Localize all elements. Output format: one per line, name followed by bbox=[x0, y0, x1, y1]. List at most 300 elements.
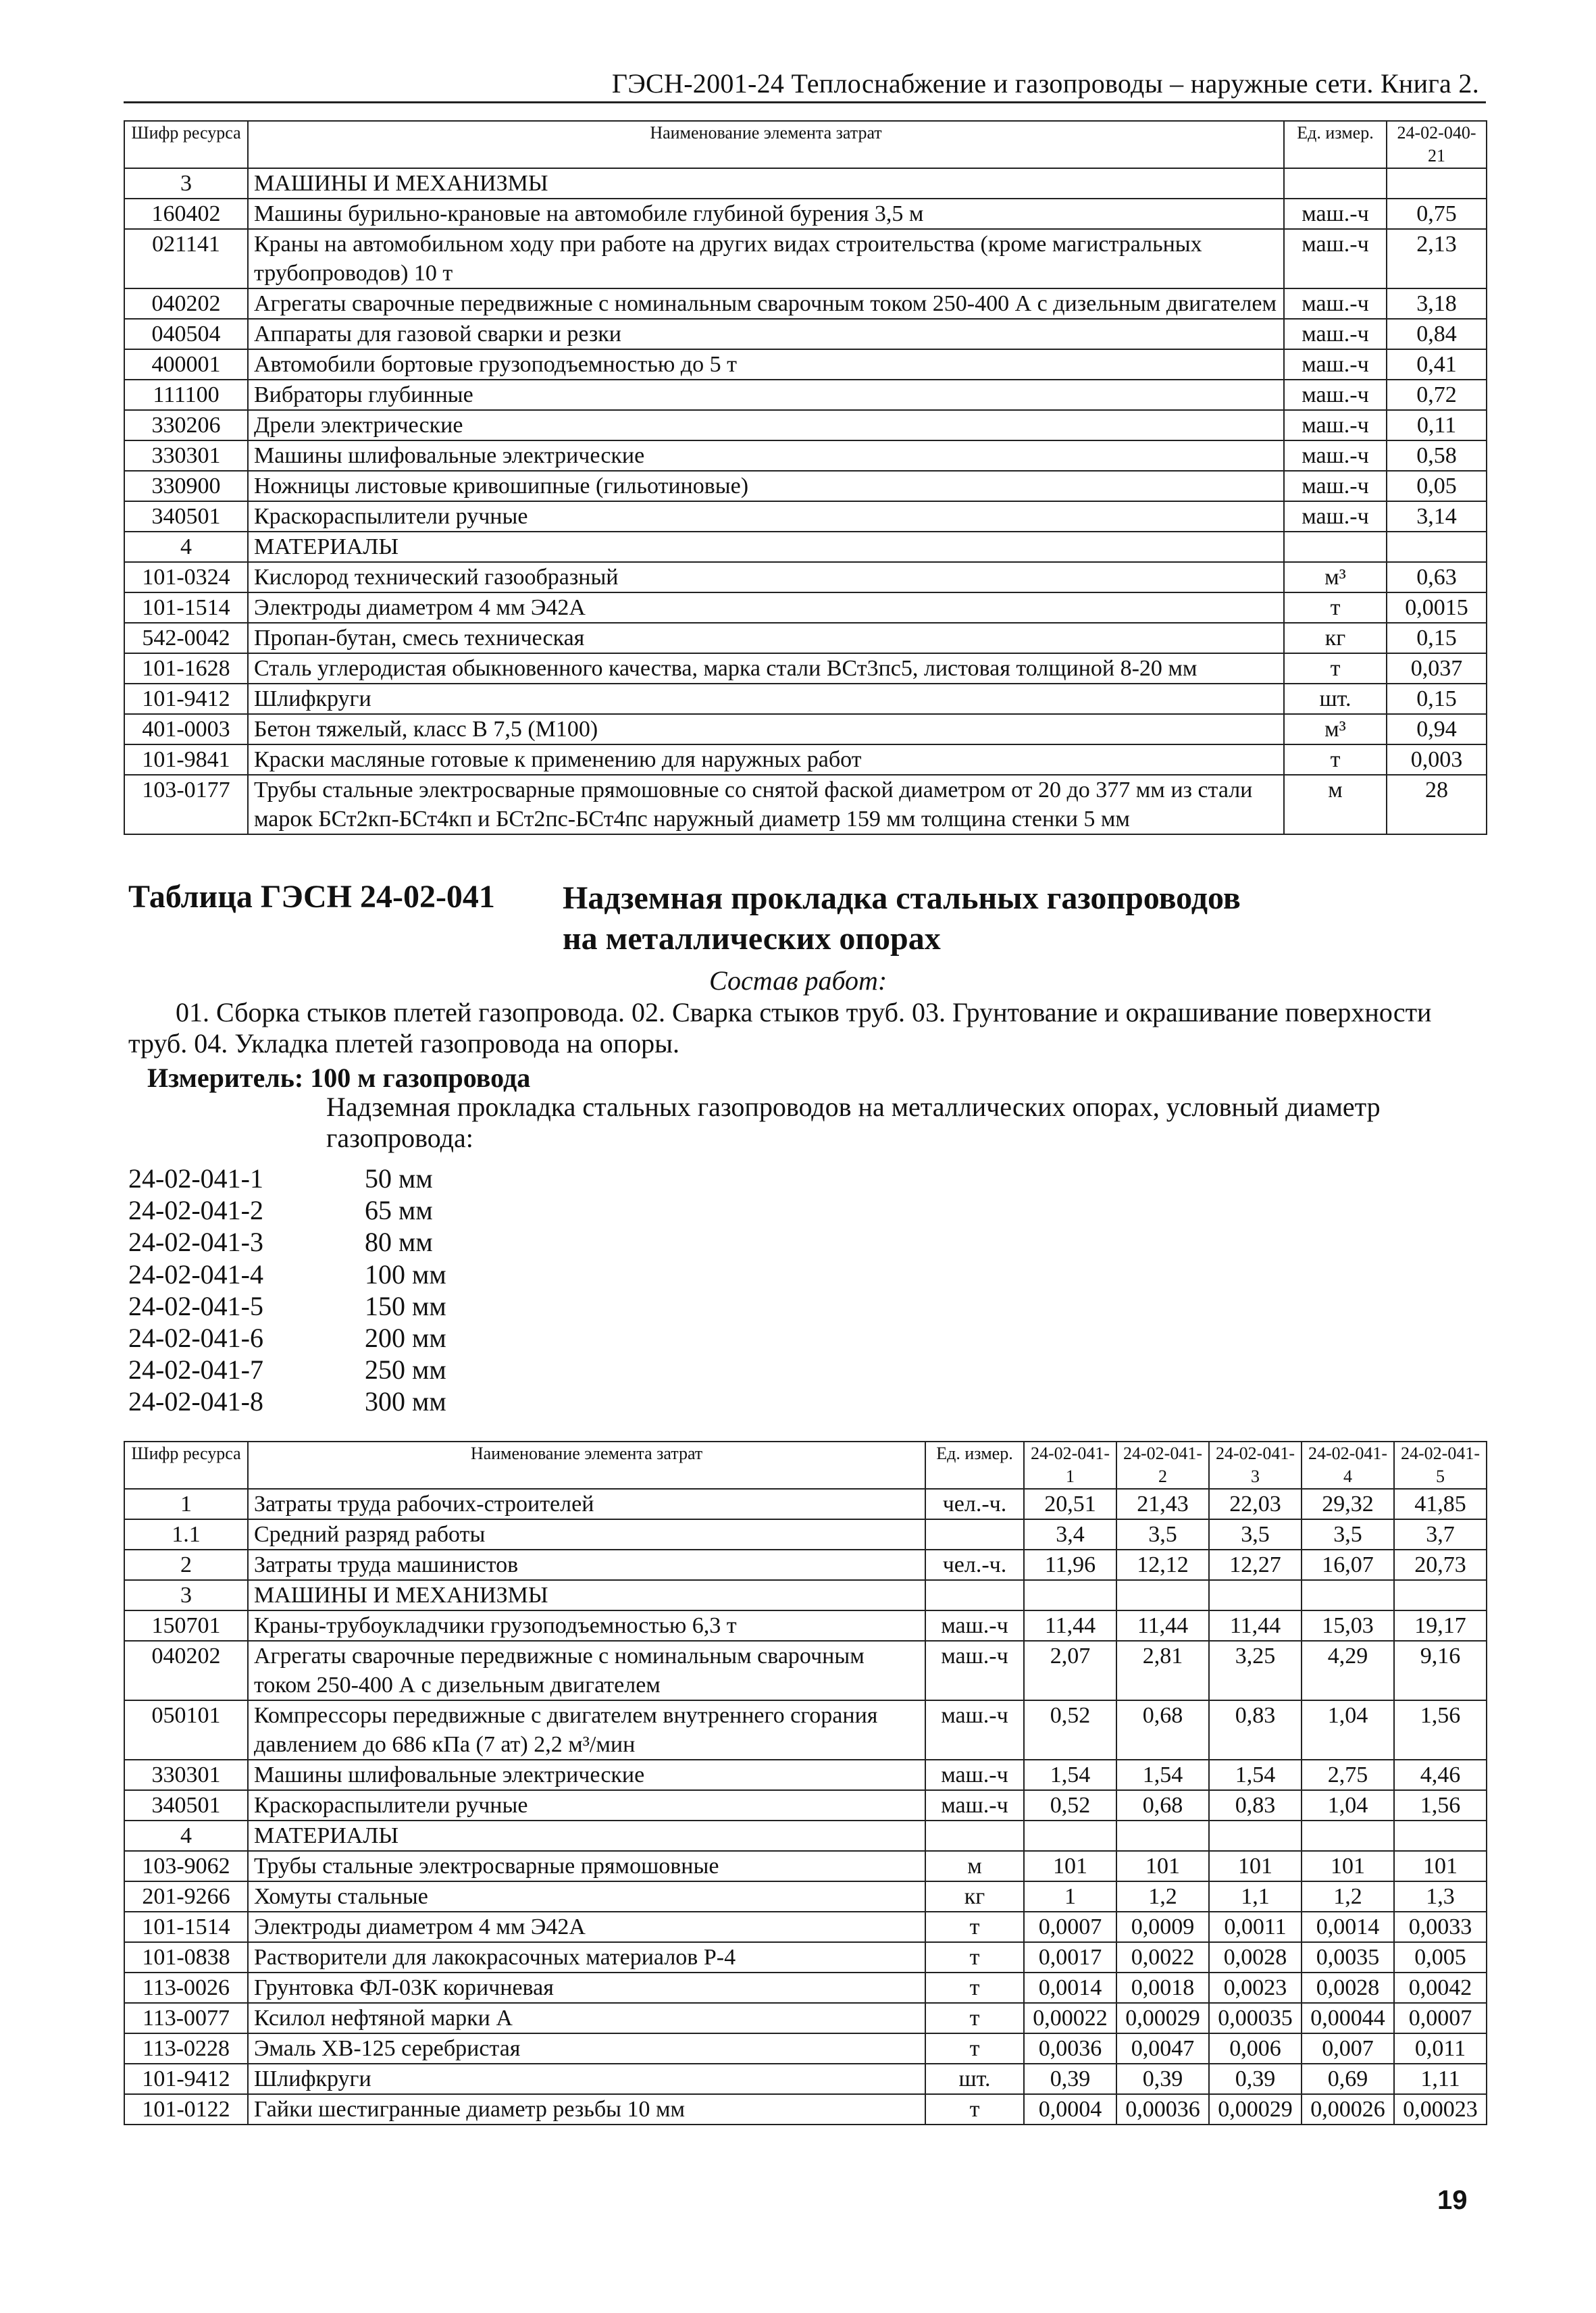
resource-name: Аппараты для газовой сварки и резки bbox=[248, 319, 1284, 349]
value: 0,75 bbox=[1387, 199, 1487, 229]
section-row bbox=[124, 1580, 1487, 1610]
table-row bbox=[124, 1519, 1487, 1550]
value: 4,46 bbox=[1394, 1760, 1487, 1790]
resource-name: Эмаль ХВ-125 серебристая bbox=[248, 2033, 925, 2064]
table-row bbox=[124, 199, 1487, 229]
value: 12,27 bbox=[1209, 1550, 1302, 1580]
value: 1,2 bbox=[1302, 1881, 1394, 1912]
value: 1,04 bbox=[1302, 1790, 1394, 1821]
value: 0,00044 bbox=[1302, 2003, 1394, 2033]
resource-table-040 bbox=[124, 120, 1487, 835]
value: 1,3 bbox=[1394, 1881, 1487, 1912]
table-row bbox=[124, 562, 1487, 592]
resource-code: 101-9412 bbox=[124, 684, 248, 714]
resource-code: 330900 bbox=[124, 471, 248, 501]
resource-code: 340501 bbox=[124, 1790, 248, 1821]
value: 1,04 bbox=[1302, 1700, 1394, 1760]
value: 0,00022 bbox=[1024, 2003, 1116, 2033]
value: 0,0007 bbox=[1024, 1912, 1116, 1942]
resource-code: 330301 bbox=[124, 1760, 248, 1790]
resource-name: Средний разряд работы bbox=[248, 1519, 925, 1550]
unit: маш.-ч bbox=[1284, 380, 1387, 410]
value: 0,0018 bbox=[1116, 1973, 1209, 2003]
work-composition-text: 01. Сборка стыков плетей газопровода. 02. Сварка стыков труб. 03. Грунтование и окрашивание поверхности труб. 04. Укладка плетей газопровода на опоры. bbox=[128, 997, 1432, 1059]
resource-code: 111100 bbox=[124, 380, 248, 410]
resource-code: 4 bbox=[124, 1821, 248, 1851]
table-row bbox=[124, 1610, 1487, 1641]
column-header: Шифр ресурса bbox=[124, 1442, 248, 1489]
value: 101 bbox=[1302, 1851, 1394, 1881]
resource-name: Краны-трубоукладчики грузоподъемностью 6,3 т bbox=[248, 1610, 925, 1641]
measure-label: Измеритель: bbox=[147, 1063, 304, 1093]
value: 0,0028 bbox=[1302, 1973, 1394, 2003]
table-row bbox=[124, 1641, 1487, 1700]
unit: кг bbox=[1284, 623, 1387, 653]
value: 29,32 bbox=[1302, 1489, 1394, 1519]
unit bbox=[925, 1821, 1024, 1851]
resource-code: 400001 bbox=[124, 349, 248, 380]
resource-code: 050101 bbox=[124, 1700, 248, 1760]
value: 0,52 bbox=[1024, 1700, 1116, 1760]
value: 20,51 bbox=[1024, 1489, 1116, 1519]
value: 0,00036 bbox=[1116, 2094, 1209, 2125]
value bbox=[1116, 1821, 1209, 1851]
resource-code: 4 bbox=[124, 532, 248, 562]
unit: маш.-ч bbox=[925, 1790, 1024, 1821]
value: 0,94 bbox=[1387, 714, 1487, 744]
variant-item bbox=[128, 1195, 433, 1226]
measure-value: 100 м газопровода bbox=[310, 1063, 531, 1093]
unit: т bbox=[925, 1912, 1024, 1942]
unit: чел.-ч. bbox=[925, 1550, 1024, 1580]
unit bbox=[1284, 168, 1387, 199]
resource-name: Бетон тяжелый, класс В 7,5 (М100) bbox=[248, 714, 1284, 744]
value: 3,7 bbox=[1394, 1519, 1487, 1550]
column-header: Наименование элемента затрат bbox=[248, 1442, 925, 1489]
variant-code: 24-02-041-7 bbox=[128, 1354, 263, 1386]
table-row bbox=[124, 380, 1487, 410]
table-row bbox=[124, 2033, 1487, 2064]
table-row bbox=[124, 1942, 1487, 1973]
value: 0,15 bbox=[1387, 623, 1487, 653]
value: 0,0017 bbox=[1024, 1942, 1116, 1973]
resource-name: Ксилол нефтяной марки А bbox=[248, 2003, 925, 2033]
value: 4,29 bbox=[1302, 1641, 1394, 1700]
variant-item bbox=[128, 1291, 446, 1322]
table-row bbox=[124, 2094, 1487, 2125]
variant-code: 24-02-041-2 bbox=[128, 1195, 263, 1226]
value: 0,83 bbox=[1209, 1790, 1302, 1821]
table-row bbox=[124, 623, 1487, 653]
unit: маш.-ч bbox=[1284, 349, 1387, 380]
value: 19,17 bbox=[1394, 1610, 1487, 1641]
table-row bbox=[124, 2003, 1487, 2033]
resource-code: 103-9062 bbox=[124, 1851, 248, 1881]
value: 0,0007 bbox=[1394, 2003, 1487, 2033]
resource-name: МАТЕРИАЛЫ bbox=[248, 1821, 925, 1851]
section-row bbox=[124, 532, 1487, 562]
table-row bbox=[124, 1489, 1487, 1519]
variant-diameter: 50 мм bbox=[365, 1163, 433, 1194]
column-header: 24-02-040-21 bbox=[1387, 121, 1487, 168]
table-title-line: на металлических опорах bbox=[563, 921, 941, 957]
value: 0,0004 bbox=[1024, 2094, 1116, 2125]
column-header: Ед. измер. bbox=[1284, 121, 1387, 168]
variant-diameter: 65 мм bbox=[365, 1195, 433, 1226]
variant-diameter: 250 мм bbox=[365, 1354, 446, 1386]
column-header: 24-02-041-4 bbox=[1302, 1442, 1394, 1489]
value bbox=[1394, 1580, 1487, 1610]
column-header: Наименование элемента затрат bbox=[248, 121, 1284, 168]
resource-name: Затраты труда машинистов bbox=[248, 1550, 925, 1580]
value bbox=[1024, 1580, 1116, 1610]
table-row bbox=[124, 229, 1487, 288]
table-row bbox=[124, 744, 1487, 775]
table-row bbox=[124, 684, 1487, 714]
unit: маш.-ч bbox=[1284, 288, 1387, 319]
resource-name: Шлифкруги bbox=[248, 2064, 925, 2094]
value: 12,12 bbox=[1116, 1550, 1209, 1580]
value: 3,18 bbox=[1387, 288, 1487, 319]
table-row bbox=[124, 714, 1487, 744]
value: 11,44 bbox=[1116, 1610, 1209, 1641]
value: 0,00029 bbox=[1209, 2094, 1302, 2125]
resource-code: 1.1 bbox=[124, 1519, 248, 1550]
variant-code: 24-02-041-8 bbox=[128, 1386, 263, 1417]
value bbox=[1387, 168, 1487, 199]
value: 0,72 bbox=[1387, 380, 1487, 410]
resource-code: 3 bbox=[124, 1580, 248, 1610]
table-row bbox=[124, 1912, 1487, 1942]
resource-code: 113-0026 bbox=[124, 1973, 248, 2003]
resource-name: Машины шлифовальные электрические bbox=[248, 440, 1284, 471]
resource-code: 3 bbox=[124, 168, 248, 199]
unit: т bbox=[925, 2094, 1024, 2125]
resource-name: Краски масляные готовые к применению для наружных работ bbox=[248, 744, 1284, 775]
resource-name: Сталь углеродистая обыкновенного качества, марка стали ВСт3пс5, листовая толщиной 8-20 мм bbox=[248, 653, 1284, 684]
value: 0,0009 bbox=[1116, 1912, 1209, 1942]
value: 0,011 bbox=[1394, 2033, 1487, 2064]
value: 9,16 bbox=[1394, 1641, 1487, 1700]
resource-name: Вибраторы глубинные bbox=[248, 380, 1284, 410]
value: 0,69 bbox=[1302, 2064, 1394, 2094]
resource-code: 340501 bbox=[124, 501, 248, 532]
resource-code: 101-0122 bbox=[124, 2094, 248, 2125]
table-row bbox=[124, 1550, 1487, 1580]
value: 0,83 bbox=[1209, 1700, 1302, 1760]
value: 0,63 bbox=[1387, 562, 1487, 592]
resource-code: 101-1514 bbox=[124, 592, 248, 623]
value: 101 bbox=[1116, 1851, 1209, 1881]
resource-code: 101-1514 bbox=[124, 1912, 248, 1942]
unit: маш.-ч bbox=[925, 1641, 1024, 1700]
value: 0,84 bbox=[1387, 319, 1487, 349]
resource-name: Автомобили бортовые грузоподъемностью до 5 т bbox=[248, 349, 1284, 380]
value bbox=[1302, 1580, 1394, 1610]
table-row bbox=[124, 592, 1487, 623]
value: 0,006 bbox=[1209, 2033, 1302, 2064]
value: 0,0022 bbox=[1116, 1942, 1209, 1973]
resource-name: МАШИНЫ И МЕХАНИЗМЫ bbox=[248, 1580, 925, 1610]
value: 101 bbox=[1394, 1851, 1487, 1881]
resource-name: Трубы стальные электросварные прямошовные bbox=[248, 1851, 925, 1881]
variant-code: 24-02-041-4 bbox=[128, 1259, 263, 1290]
variant-item bbox=[128, 1323, 446, 1354]
variant-item bbox=[128, 1227, 433, 1258]
resource-code: 160402 bbox=[124, 199, 248, 229]
table-row bbox=[124, 1760, 1487, 1790]
resource-code: 150701 bbox=[124, 1610, 248, 1641]
unit: т bbox=[925, 2033, 1024, 2064]
table-title-line: Надземная прокладка стальных газопроводов bbox=[563, 880, 1241, 916]
table-number: Таблица ГЭСН 24-02-041 bbox=[128, 879, 495, 915]
resource-name: МАШИНЫ И МЕХАНИЗМЫ bbox=[248, 168, 1284, 199]
value: 1,54 bbox=[1116, 1760, 1209, 1790]
unit bbox=[925, 1580, 1024, 1610]
resource-code: 201-9266 bbox=[124, 1881, 248, 1912]
resource-name: Краскораспылители ручные bbox=[248, 501, 1284, 532]
variant-item bbox=[128, 1163, 433, 1194]
value: 1,56 bbox=[1394, 1790, 1487, 1821]
resource-name: Затраты труда рабочих-строителей bbox=[248, 1489, 925, 1519]
value: 0,0014 bbox=[1024, 1973, 1116, 2003]
table-row bbox=[124, 775, 1487, 834]
unit: м³ bbox=[1284, 714, 1387, 744]
variant-item bbox=[128, 1259, 446, 1290]
unit: шт. bbox=[1284, 684, 1387, 714]
unit: чел.-ч. bbox=[925, 1489, 1024, 1519]
work-composition-label: Состав работ: bbox=[709, 965, 887, 996]
value: 11,96 bbox=[1024, 1550, 1116, 1580]
value: 20,73 bbox=[1394, 1550, 1487, 1580]
table-title bbox=[563, 878, 1241, 959]
resource-code: 101-1628 bbox=[124, 653, 248, 684]
unit: т bbox=[925, 1942, 1024, 1973]
value: 3,14 bbox=[1387, 501, 1487, 532]
header-rule bbox=[124, 101, 1486, 103]
variant-diameter: 300 мм bbox=[365, 1386, 446, 1417]
variant-code: 24-02-041-6 bbox=[128, 1323, 263, 1353]
resource-name: Кислород технический газообразный bbox=[248, 562, 1284, 592]
value: 0,0033 bbox=[1394, 1912, 1487, 1942]
table-row bbox=[124, 1700, 1487, 1760]
resource-name: Растворители для лакокрасочных материалов Р-4 bbox=[248, 1942, 925, 1973]
value: 0,0014 bbox=[1302, 1912, 1394, 1942]
value bbox=[1302, 1821, 1394, 1851]
value: 0,00029 bbox=[1116, 2003, 1209, 2033]
table-row bbox=[124, 471, 1487, 501]
unit: маш.-ч bbox=[925, 1760, 1024, 1790]
value: 0,0011 bbox=[1209, 1912, 1302, 1942]
value: 0,003 bbox=[1387, 744, 1487, 775]
value bbox=[1394, 1821, 1487, 1851]
resource-code: 2 bbox=[124, 1550, 248, 1580]
unit: маш.-ч bbox=[1284, 471, 1387, 501]
resource-name: Пропан-бутан, смесь техническая bbox=[248, 623, 1284, 653]
unit: маш.-ч bbox=[1284, 199, 1387, 229]
value: 0,037 bbox=[1387, 653, 1487, 684]
resource-name: Электроды диаметром 4 мм Э42А bbox=[248, 592, 1284, 623]
table-row bbox=[124, 2064, 1487, 2094]
value: 16,07 bbox=[1302, 1550, 1394, 1580]
value: 2,07 bbox=[1024, 1641, 1116, 1700]
value: 1,54 bbox=[1209, 1760, 1302, 1790]
value: 0,39 bbox=[1209, 2064, 1302, 2094]
column-header: Ед. измер. bbox=[925, 1442, 1024, 1489]
value: 0,39 bbox=[1116, 2064, 1209, 2094]
resource-code: 040202 bbox=[124, 288, 248, 319]
value bbox=[1116, 1580, 1209, 1610]
resource-name: Дрели электрические bbox=[248, 410, 1284, 440]
value: 2,13 bbox=[1387, 229, 1487, 288]
table-row bbox=[124, 440, 1487, 471]
section-row bbox=[124, 168, 1487, 199]
value bbox=[1209, 1821, 1302, 1851]
value: 11,44 bbox=[1024, 1610, 1116, 1641]
resource-name: Ножницы листовые кривошипные (гильотиновые) bbox=[248, 471, 1284, 501]
value: 3,5 bbox=[1116, 1519, 1209, 1550]
value: 0,0042 bbox=[1394, 1973, 1487, 2003]
resource-code: 330301 bbox=[124, 440, 248, 471]
value: 0,0015 bbox=[1387, 592, 1487, 623]
resource-name: Краскораспылители ручные bbox=[248, 1790, 925, 1821]
resource-code: 101-0838 bbox=[124, 1942, 248, 1973]
unit: маш.-ч bbox=[925, 1610, 1024, 1641]
value: 0,0023 bbox=[1209, 1973, 1302, 2003]
variant-item bbox=[128, 1354, 446, 1386]
value: 0,0028 bbox=[1209, 1942, 1302, 1973]
table-header-row bbox=[124, 121, 1487, 168]
column-header: 24-02-041-3 bbox=[1209, 1442, 1302, 1489]
unit: шт. bbox=[925, 2064, 1024, 2094]
table-row bbox=[124, 653, 1487, 684]
unit: т bbox=[925, 1973, 1024, 2003]
variant-diameter: 80 мм bbox=[365, 1227, 433, 1258]
norm-description: Надземная прокладка стальных газопроводов на металлических опорах, условный диаметр газопровода: bbox=[326, 1092, 1381, 1153]
unit: маш.-ч bbox=[1284, 410, 1387, 440]
unit: маш.-ч bbox=[1284, 229, 1387, 288]
resource-name: Краны на автомобильном ходу при работе на других видах строительства (кроме магистральных трубопроводов) 10 т bbox=[248, 229, 1284, 288]
value: 1,1 bbox=[1209, 1881, 1302, 1912]
value: 1 bbox=[1024, 1881, 1116, 1912]
table-header-row bbox=[124, 1442, 1487, 1489]
table-row bbox=[124, 319, 1487, 349]
table-row bbox=[124, 501, 1487, 532]
column-header: 24-02-041-2 bbox=[1116, 1442, 1209, 1489]
resource-code: 113-0228 bbox=[124, 2033, 248, 2064]
value: 3,5 bbox=[1302, 1519, 1394, 1550]
value: 1,2 bbox=[1116, 1881, 1209, 1912]
value: 0,39 bbox=[1024, 2064, 1116, 2094]
unit: т bbox=[1284, 592, 1387, 623]
value: 21,43 bbox=[1116, 1489, 1209, 1519]
value: 1,54 bbox=[1024, 1760, 1116, 1790]
resource-code: 103-0177 bbox=[124, 775, 248, 834]
value: 15,03 bbox=[1302, 1610, 1394, 1641]
resource-name: Машины шлифовальные электрические bbox=[248, 1760, 925, 1790]
value: 0,0047 bbox=[1116, 2033, 1209, 2064]
value: 1,56 bbox=[1394, 1700, 1487, 1760]
variant-item bbox=[128, 1386, 446, 1417]
value: 0,41 bbox=[1387, 349, 1487, 380]
unit: маш.-ч bbox=[925, 1700, 1024, 1760]
value: 0,68 bbox=[1116, 1790, 1209, 1821]
unit bbox=[925, 1519, 1024, 1550]
resource-name: Электроды диаметром 4 мм Э42А bbox=[248, 1912, 925, 1942]
resource-code: 021141 bbox=[124, 229, 248, 288]
resource-code: 1 bbox=[124, 1489, 248, 1519]
unit bbox=[1284, 532, 1387, 562]
value: 1,11 bbox=[1394, 2064, 1487, 2094]
value: 101 bbox=[1209, 1851, 1302, 1881]
value: 0,0036 bbox=[1024, 2033, 1116, 2064]
value: 3,25 bbox=[1209, 1641, 1302, 1700]
unit: маш.-ч bbox=[1284, 440, 1387, 471]
value: 3,5 bbox=[1209, 1519, 1302, 1550]
resource-name: Трубы стальные электросварные прямошовные со снятой фаской диаметром от 20 до 377 мм из стали марок БСт2кп-БСт4кп и БСт2пс-БСт4пс наружный диаметр 159 мм толщина стенки 5 мм bbox=[248, 775, 1284, 834]
table-row bbox=[124, 1881, 1487, 1912]
value: 101 bbox=[1024, 1851, 1116, 1881]
value: 0,00026 bbox=[1302, 2094, 1394, 2125]
table-row bbox=[124, 410, 1487, 440]
column-header: 24-02-041-1 bbox=[1024, 1442, 1116, 1489]
variant-code: 24-02-041-5 bbox=[128, 1290, 263, 1321]
variant-diameter: 200 мм bbox=[365, 1323, 446, 1353]
resource-code: 040504 bbox=[124, 319, 248, 349]
unit: т bbox=[1284, 744, 1387, 775]
resource-name: Агрегаты сварочные передвижные с номинальным сварочным током 250-400 А с дизельным двигателем bbox=[248, 288, 1284, 319]
resource-code: 040202 bbox=[124, 1641, 248, 1700]
section-row bbox=[124, 1821, 1487, 1851]
value: 2,75 bbox=[1302, 1760, 1394, 1790]
value: 11,44 bbox=[1209, 1610, 1302, 1641]
unit: м bbox=[925, 1851, 1024, 1881]
variant-code: 24-02-041-3 bbox=[128, 1227, 263, 1258]
resource-code: 101-0324 bbox=[124, 562, 248, 592]
value: 0,58 bbox=[1387, 440, 1487, 471]
resource-name: Агрегаты сварочные передвижные с номинальным сварочным током 250-400 А с дизельным двигателем bbox=[248, 1641, 925, 1700]
resource-name: Шлифкруги bbox=[248, 684, 1284, 714]
table-row bbox=[124, 349, 1487, 380]
resource-name: Гайки шестигранные диаметр резьбы 10 мм bbox=[248, 2094, 925, 2125]
table-row bbox=[124, 1790, 1487, 1821]
unit: м³ bbox=[1284, 562, 1387, 592]
value: 0,15 bbox=[1387, 684, 1487, 714]
value: 22,03 bbox=[1209, 1489, 1302, 1519]
value bbox=[1024, 1821, 1116, 1851]
resource-name: Машины бурильно-крановые на автомобиле глубиной бурения 3,5 м bbox=[248, 199, 1284, 229]
variant-diameter: 150 мм bbox=[365, 1290, 446, 1321]
value: 0,05 bbox=[1387, 471, 1487, 501]
table-row bbox=[124, 288, 1487, 319]
value: 0,52 bbox=[1024, 1790, 1116, 1821]
unit: м bbox=[1284, 775, 1387, 834]
resource-name: Грунтовка ФЛ-03К коричневая bbox=[248, 1973, 925, 2003]
unit: т bbox=[1284, 653, 1387, 684]
variant-code: 24-02-041-1 bbox=[128, 1163, 263, 1194]
value: 28 bbox=[1387, 775, 1487, 834]
resource-name: Хомуты стальные bbox=[248, 1881, 925, 1912]
value: 0,00023 bbox=[1394, 2094, 1487, 2125]
table-row bbox=[124, 1851, 1487, 1881]
value: 0,11 bbox=[1387, 410, 1487, 440]
running-header: ГЭСН-2001-24 Теплоснабжение и газопроводы – наружные сети. Книга 2. bbox=[611, 68, 1479, 99]
resource-code: 101-9841 bbox=[124, 744, 248, 775]
value: 3,4 bbox=[1024, 1519, 1116, 1550]
resource-code: 330206 bbox=[124, 410, 248, 440]
value: 41,85 bbox=[1394, 1489, 1487, 1519]
resource-code: 542-0042 bbox=[124, 623, 248, 653]
